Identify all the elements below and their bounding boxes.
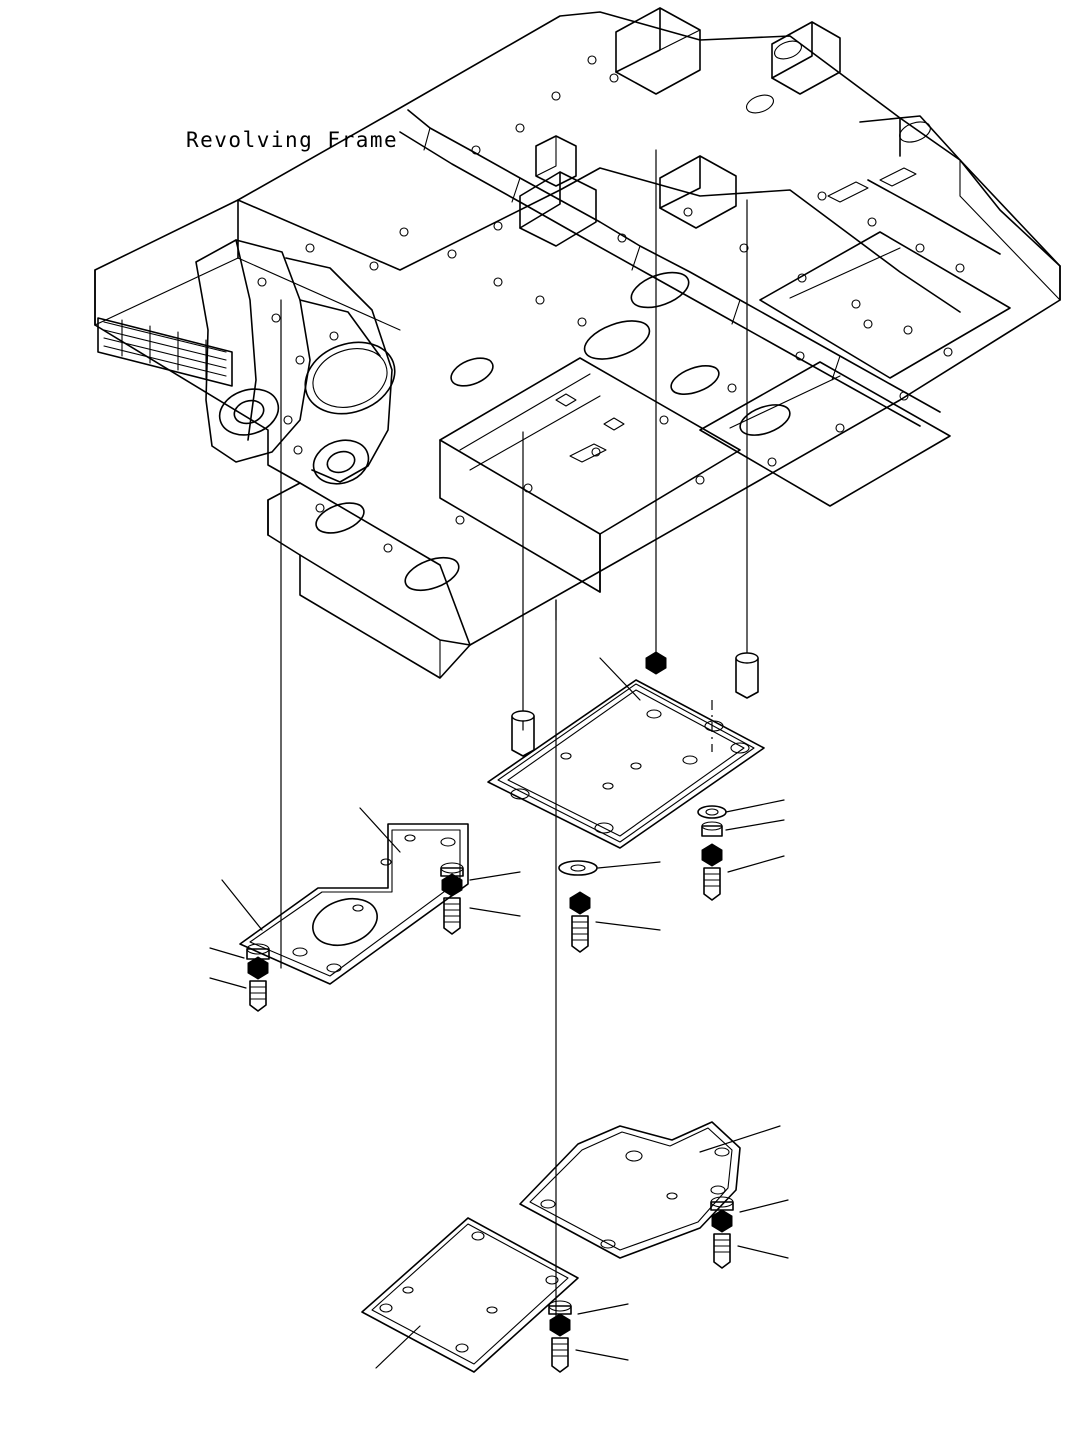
lower-right-under-cover — [520, 1122, 780, 1258]
bolt-lower-right — [711, 1197, 788, 1268]
spacer-collar-right — [736, 653, 758, 698]
bolt-left-cover-right — [441, 863, 520, 934]
revolving-frame-assembly — [95, 8, 1060, 678]
lower-left-under-cover — [362, 1218, 578, 1372]
fasteners — [210, 800, 788, 1372]
center-under-cover — [488, 652, 764, 848]
bolt-lower-left — [549, 1301, 628, 1372]
bolt-left-cover — [210, 944, 269, 1011]
bolt-center-left — [559, 861, 660, 952]
spacer-collar-left — [512, 711, 534, 756]
nut-top — [646, 652, 666, 674]
revolving-frame-label: Revolving Frame — [186, 128, 399, 152]
assembly-guide-lines — [281, 150, 747, 1330]
bolt-center-right — [698, 800, 784, 900]
